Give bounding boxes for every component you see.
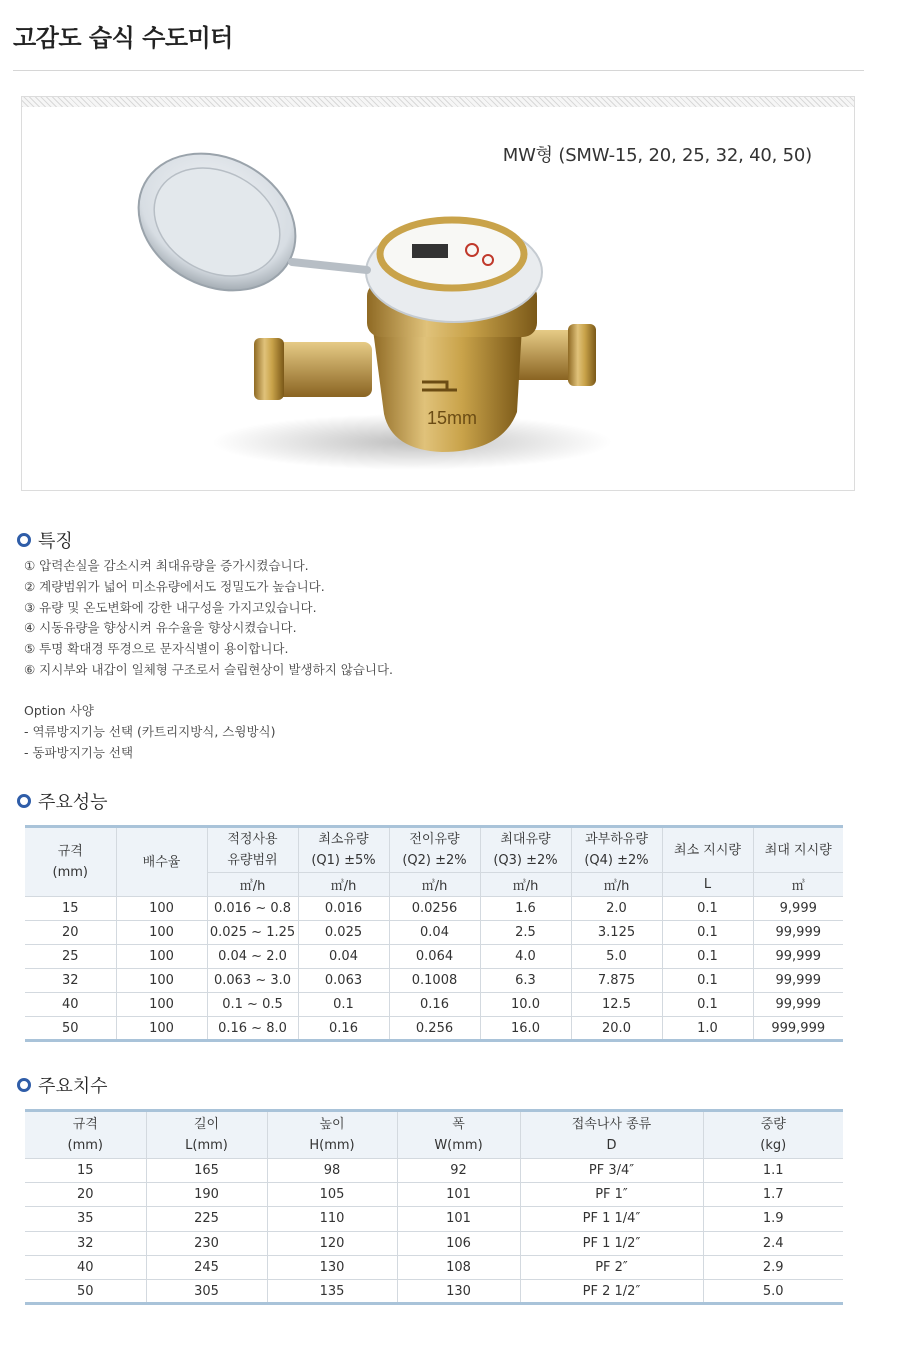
table-cell: 225 bbox=[146, 1207, 267, 1231]
dimensions-table bbox=[25, 1109, 843, 1305]
table-cell: 0.025 ~ 1.25 bbox=[207, 921, 298, 945]
table-cell: 0.04 ~ 2.0 bbox=[207, 945, 298, 969]
table-cell: 0.1 bbox=[662, 945, 753, 969]
table-cell: 101 bbox=[397, 1183, 520, 1207]
table-cell: 190 bbox=[146, 1183, 267, 1207]
table-cell: 20.0 bbox=[571, 1017, 662, 1041]
table-cell: 32 bbox=[25, 969, 116, 993]
col-header: 접속나사 종류 D bbox=[520, 1111, 703, 1159]
table-row bbox=[25, 993, 843, 1017]
features-heading: 특징 bbox=[17, 527, 73, 553]
table-cell: 100 bbox=[116, 1017, 207, 1041]
col-header-flow-range: 적정사용 유량범위 bbox=[207, 827, 298, 873]
table-cell: 0.1 bbox=[298, 993, 389, 1017]
meter-lid bbox=[122, 152, 367, 317]
table-cell: 0.025 bbox=[298, 921, 389, 945]
table-cell: 1.6 bbox=[480, 897, 571, 921]
table-cell: 98 bbox=[267, 1159, 397, 1183]
table-cell: 12.5 bbox=[571, 993, 662, 1017]
table-row bbox=[25, 1231, 843, 1255]
table-cell: 110 bbox=[267, 1207, 397, 1231]
section-bullet-icon bbox=[17, 1078, 31, 1092]
col-header-q2: 전이유량 (Q2) ±2% bbox=[389, 827, 480, 873]
table-cell: PF 2 1/2″ bbox=[520, 1279, 703, 1303]
table-cell: 999,999 bbox=[753, 1017, 843, 1041]
table-cell: 0.063 ~ 3.0 bbox=[207, 969, 298, 993]
table-cell: 15 bbox=[25, 897, 116, 921]
table-cell: 3.125 bbox=[571, 921, 662, 945]
table-cell: 0.04 bbox=[389, 921, 480, 945]
table-cell: 101 bbox=[397, 1207, 520, 1231]
table-row bbox=[25, 1279, 843, 1303]
table-cell: 245 bbox=[146, 1255, 267, 1279]
unit-cell: ㎥/h bbox=[480, 873, 571, 897]
table-cell: 1.0 bbox=[662, 1017, 753, 1041]
table-cell: 7.875 bbox=[571, 969, 662, 993]
feature-item: ④ 시동유량을 향상시켜 유수율을 향상시켰습니다. bbox=[24, 620, 297, 636]
table-cell: 15 bbox=[25, 1159, 146, 1183]
table-cell: 0.16 ~ 8.0 bbox=[207, 1017, 298, 1041]
col-header: 길이 L(mm) bbox=[146, 1111, 267, 1159]
table-cell: 1.9 bbox=[703, 1207, 843, 1231]
unit-cell: ㎥/h bbox=[207, 873, 298, 897]
table-cell: 92 bbox=[397, 1159, 520, 1183]
feature-item: ⑤ 투명 확대경 뚜경으로 문자식별이 용이합니다. bbox=[24, 641, 289, 657]
performance-table-body bbox=[25, 897, 843, 1041]
table-row bbox=[25, 1183, 843, 1207]
table-cell: 165 bbox=[146, 1159, 267, 1183]
table-cell: 5.0 bbox=[571, 945, 662, 969]
odometer-digits bbox=[412, 244, 448, 258]
table-cell: 2.5 bbox=[480, 921, 571, 945]
unit-cell: ㎥/h bbox=[298, 873, 389, 897]
product-image-panel bbox=[21, 96, 855, 491]
table-row bbox=[25, 1255, 843, 1279]
col-header-min-reading: 최소 지시량 bbox=[662, 827, 753, 873]
left-pipe-connector bbox=[254, 338, 372, 400]
col-header: 높이 H(mm) bbox=[267, 1111, 397, 1159]
col-header-q1: 최소유량 (Q1) ±5% bbox=[298, 827, 389, 873]
page-title: 고감도 습식 수도미터 bbox=[13, 24, 233, 52]
table-cell: 5.0 bbox=[703, 1279, 843, 1303]
table-row bbox=[25, 897, 843, 921]
table-cell: 6.3 bbox=[480, 969, 571, 993]
table-cell: 230 bbox=[146, 1231, 267, 1255]
table-cell: 2.4 bbox=[703, 1231, 843, 1255]
table-cell: 99,999 bbox=[753, 993, 843, 1017]
col-header: 규격 (mm) bbox=[25, 1111, 146, 1159]
table-cell: PF 1 1/4″ bbox=[520, 1207, 703, 1231]
table-cell: 105 bbox=[267, 1183, 397, 1207]
title-divider bbox=[13, 70, 864, 71]
table-cell: 106 bbox=[397, 1231, 520, 1255]
table-cell: 35 bbox=[25, 1207, 146, 1231]
table-cell: 100 bbox=[116, 897, 207, 921]
table-cell: 0.1008 bbox=[389, 969, 480, 993]
table-cell: 20 bbox=[25, 1183, 146, 1207]
table-cell: 0.1 ~ 0.5 bbox=[207, 993, 298, 1017]
col-header: 폭 W(mm) bbox=[397, 1111, 520, 1159]
col-header-max-reading: 최대 지시량 bbox=[753, 827, 843, 873]
table-cell: 40 bbox=[25, 1255, 146, 1279]
table-cell: 9,999 bbox=[753, 897, 843, 921]
table-cell: 0.16 bbox=[389, 993, 480, 1017]
table-cell: 10.0 bbox=[480, 993, 571, 1017]
option-item: - 역류방지기능 선택 (카트리지방식, 스윙방식) bbox=[24, 723, 276, 739]
table-cell: 50 bbox=[25, 1279, 146, 1303]
table-cell: 0.063 bbox=[298, 969, 389, 993]
table-cell: 120 bbox=[267, 1231, 397, 1255]
table-cell: 4.0 bbox=[480, 945, 571, 969]
table-cell: 0.04 bbox=[298, 945, 389, 969]
table-cell: 25 bbox=[25, 945, 116, 969]
table-cell: PF 3/4″ bbox=[520, 1159, 703, 1183]
table-row bbox=[25, 921, 843, 945]
option-title: Option 사양 bbox=[24, 703, 94, 718]
model-caption: MW형 (SMW-15, 20, 25, 32, 40, 50) bbox=[502, 145, 812, 166]
feature-list bbox=[24, 556, 393, 681]
table-cell: 108 bbox=[397, 1255, 520, 1279]
table-cell: 0.016 ~ 0.8 bbox=[207, 897, 298, 921]
table-cell: 99,999 bbox=[753, 945, 843, 969]
dimensions-heading: 주요치수 bbox=[17, 1072, 108, 1098]
table-cell: 130 bbox=[267, 1255, 397, 1279]
col-header-ratio: 배수율 bbox=[116, 827, 207, 897]
option-block bbox=[24, 701, 275, 763]
performance-table bbox=[25, 825, 843, 1042]
col-header-q4: 과부하유량 (Q4) ±2% bbox=[571, 827, 662, 873]
dimensions-table-body bbox=[25, 1159, 843, 1304]
table-cell: 0.1 bbox=[662, 897, 753, 921]
performance-heading: 주요성능 bbox=[17, 788, 108, 814]
unit-cell: ㎥/h bbox=[571, 873, 662, 897]
table-cell: 16.0 bbox=[480, 1017, 571, 1041]
table-cell: 2.9 bbox=[703, 1255, 843, 1279]
table-cell: 2.0 bbox=[571, 897, 662, 921]
table-cell: 0.256 bbox=[389, 1017, 480, 1041]
table-row bbox=[25, 1159, 843, 1183]
table-cell: 0.0256 bbox=[389, 897, 480, 921]
table-cell: 0.016 bbox=[298, 897, 389, 921]
table-row bbox=[25, 1017, 843, 1041]
unit-cell: L bbox=[662, 873, 753, 897]
col-header-q3: 최대유량 (Q3) ±2% bbox=[480, 827, 571, 873]
table-cell: 0.16 bbox=[298, 1017, 389, 1041]
table-cell: 100 bbox=[116, 969, 207, 993]
unit-cell: ㎥ bbox=[753, 873, 843, 897]
feature-item: ① 압력손실을 감소시켜 최대유량을 증가시켰습니다. bbox=[24, 558, 309, 573]
unit-cell: ㎥/h bbox=[389, 873, 480, 897]
table-cell: PF 1 1/2″ bbox=[520, 1231, 703, 1255]
section-bullet-icon bbox=[17, 533, 31, 547]
table-cell: 130 bbox=[397, 1279, 520, 1303]
col-header: 중량 (kg) bbox=[703, 1111, 843, 1159]
table-cell: 100 bbox=[116, 993, 207, 1017]
feature-item: ⑥ 지시부와 내갑이 일체형 구조로서 슬립현상이 발생하지 않습니다. bbox=[24, 661, 394, 677]
section-bullet-icon bbox=[17, 794, 31, 808]
feature-item: ② 계량범위가 넓어 미소유량에서도 정밀도가 높습니다. bbox=[24, 578, 325, 594]
option-item: - 동파방지기능 선택 bbox=[24, 744, 134, 760]
water-meter-image bbox=[122, 152, 622, 487]
table-cell: 1.1 bbox=[703, 1159, 843, 1183]
table-cell: 0.064 bbox=[389, 945, 480, 969]
table-cell: 1.7 bbox=[703, 1183, 843, 1207]
body-marking-text: 15mm bbox=[427, 408, 478, 428]
dial-face bbox=[380, 220, 524, 288]
table-cell: PF 2″ bbox=[520, 1255, 703, 1279]
table-cell: 305 bbox=[146, 1279, 267, 1303]
table-cell: 40 bbox=[25, 993, 116, 1017]
table-cell: 99,999 bbox=[753, 921, 843, 945]
table-cell: 99,999 bbox=[753, 969, 843, 993]
table-cell: 0.1 bbox=[662, 993, 753, 1017]
col-header-spec: 규격 (mm) bbox=[25, 827, 116, 897]
table-cell: 20 bbox=[25, 921, 116, 945]
table-cell: 32 bbox=[25, 1231, 146, 1255]
table-row bbox=[25, 969, 843, 993]
dimensions-header-row bbox=[25, 1111, 843, 1159]
feature-item: ③ 유량 및 온도변화에 강한 내구성을 가지고있습니다. bbox=[24, 599, 317, 615]
table-row bbox=[25, 945, 843, 969]
table-cell: 100 bbox=[116, 921, 207, 945]
table-cell: 0.1 bbox=[662, 969, 753, 993]
table-cell: PF 1″ bbox=[520, 1183, 703, 1207]
table-cell: 100 bbox=[116, 945, 207, 969]
decorative-stripe bbox=[22, 97, 854, 107]
table-cell: 50 bbox=[25, 1017, 116, 1041]
table-cell: 0.1 bbox=[662, 921, 753, 945]
table-row bbox=[25, 1207, 843, 1231]
table-cell: 135 bbox=[267, 1279, 397, 1303]
